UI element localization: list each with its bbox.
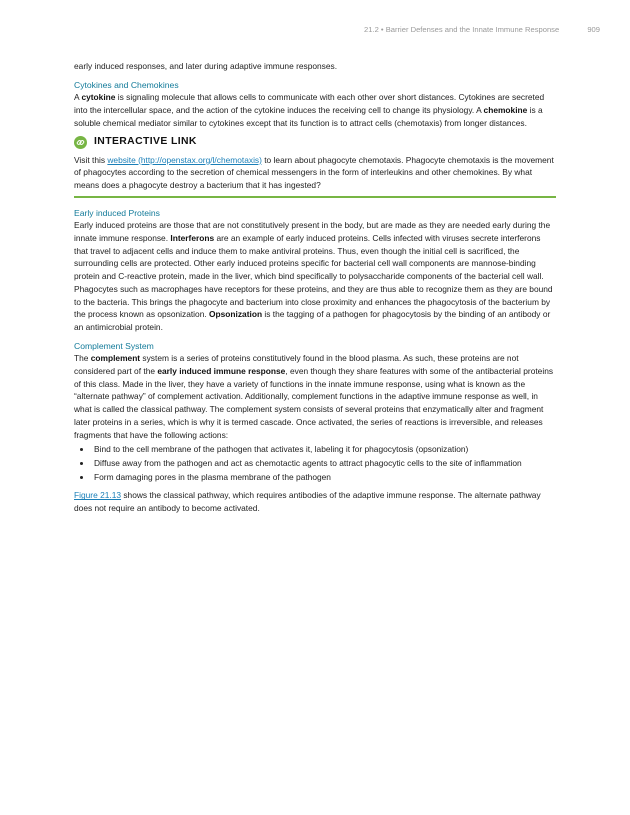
running-header — [74, 25, 600, 34]
complement-actions-list — [74, 443, 556, 483]
text-run: A — [74, 92, 82, 103]
page-content — [74, 60, 556, 521]
text-run: system is a series of proteins constitutively found in the blood plasma. As such, these proteins are not considered part of the — [74, 353, 519, 377]
cytokines-paragraph — [74, 91, 556, 129]
section-heading-complement: Complement System — [74, 340, 154, 351]
interactive-link-header — [74, 136, 556, 149]
running-title: 21.2 • Barrier Defenses and the Innate Immune Response — [364, 25, 560, 34]
section-heading-cytokines: Cytokines and Chemokines — [74, 79, 179, 90]
figure-link[interactable]: Figure 21.13 — [74, 490, 122, 501]
text-run: is the tagging of a pathogen for phagocytosis by the binding of an antibody or an antimicrobial protein. — [74, 309, 551, 332]
key-term-cytokine: cytokine — [81, 92, 116, 103]
text-run: Early induced proteins are those that are not constitutively present in the body, but are made as they are needed early during the innate immune response. — [74, 220, 551, 244]
page-number: 909 — [587, 25, 600, 34]
key-term-opsonization: Opsonization — [209, 309, 263, 320]
text-run: , even though they share features with some of the antibacterial proteins of this class. Made in the liver, they have a variety of functions in the innate immune response, using what is known as the “alternate pathway” of complement activation. Additionally, complement functions in the adaptive immune response as well, in what is called the classical pathway. The complement system consists of several proteins that enzymatically alter and fragment later proteins in a series, which is why it is termed cascade. Once activated, the series of reactions is irreversible, and releases fragments that have the following actions: — [74, 366, 554, 440]
early-proteins-paragraph — [74, 219, 556, 333]
intro-paragraph: early induced responses, and later during adaptive immune responses. — [74, 61, 338, 71]
text-run: is signaling molecule that allows cells to communicate with each other over short distances. Cytokines are secreted into the intercellular space, and the action of the cytokine induces the receiving cell to change its physiology. A — [74, 92, 545, 116]
interactive-link-paragraph — [74, 154, 556, 192]
key-term-interferons: Interferons — [170, 233, 215, 244]
key-term-complement: complement — [90, 353, 141, 364]
text-run: is a soluble chemical mediator similar to cytokines except that its function is to attract cells (chemotaxis) from longer distances. — [74, 105, 543, 128]
figure-reference-paragraph — [74, 489, 556, 514]
text-run: to learn about phagocyte chemotaxis. Phagocyte chemotaxis is the movement of phagocytes according to the secretion of chemical messengers in the form of interleukins and other chemokines. By what means does a phagocyte destroy a bacterium that it has ingested? — [74, 154, 554, 190]
section-heading-early-proteins: Early induced Proteins — [74, 207, 160, 218]
text-run: Visit this — [74, 154, 108, 165]
text-run: are an example of early induced proteins. Cells infected with viruses secrete interferons that travel to adjacent cells and induce them to make antiviral proteins. Thus, even though the initial cell is sacrificed, the surrounding cells are protected. Other early induced proteins specific for bacterial cell wall components are mannose-binding protein and C-reactive protein, made in the liver, which bind specifically to polysaccharide components of the bacterial cell wall. Phagocytes such as macrophages have receptors for these proteins, and they are thus able to recognize them as they are bound to the bacteria. This brings the phagocyte and bacterium into close proximity and enhances the phagocytosis of the bacterium by the process known as opsonization. — [74, 233, 553, 320]
list-item: • Bind to the cell membrane of the pathogen that activates it, labeling it for phagocytosis (opsonization) — [92, 443, 556, 456]
text-run: shows the classical pathway, which requires antibodies of the adaptive immune response. The alternate pathway does not require an antibody to become activated. — [74, 490, 541, 514]
section-divider — [74, 196, 556, 198]
link-icon — [74, 136, 87, 149]
complement-paragraph — [74, 352, 556, 441]
text-run: The — [74, 353, 91, 364]
list-item: • Form damaging pores in the plasma membrane of the pathogen — [92, 471, 556, 484]
chemotaxis-website-link[interactable]: website (http://openstax.org/l/chemotaxis) — [107, 154, 262, 165]
list-item: • Diffuse away from the pathogen and act as chemotactic agents to attract phagocytic cells to the site of inflammation — [92, 457, 556, 470]
key-term-early-induced-immune-response: early induced immune response — [157, 366, 286, 377]
key-term-chemokine: chemokine — [483, 105, 528, 116]
interactive-link-title: INTERACTIVE LINK — [94, 135, 197, 147]
